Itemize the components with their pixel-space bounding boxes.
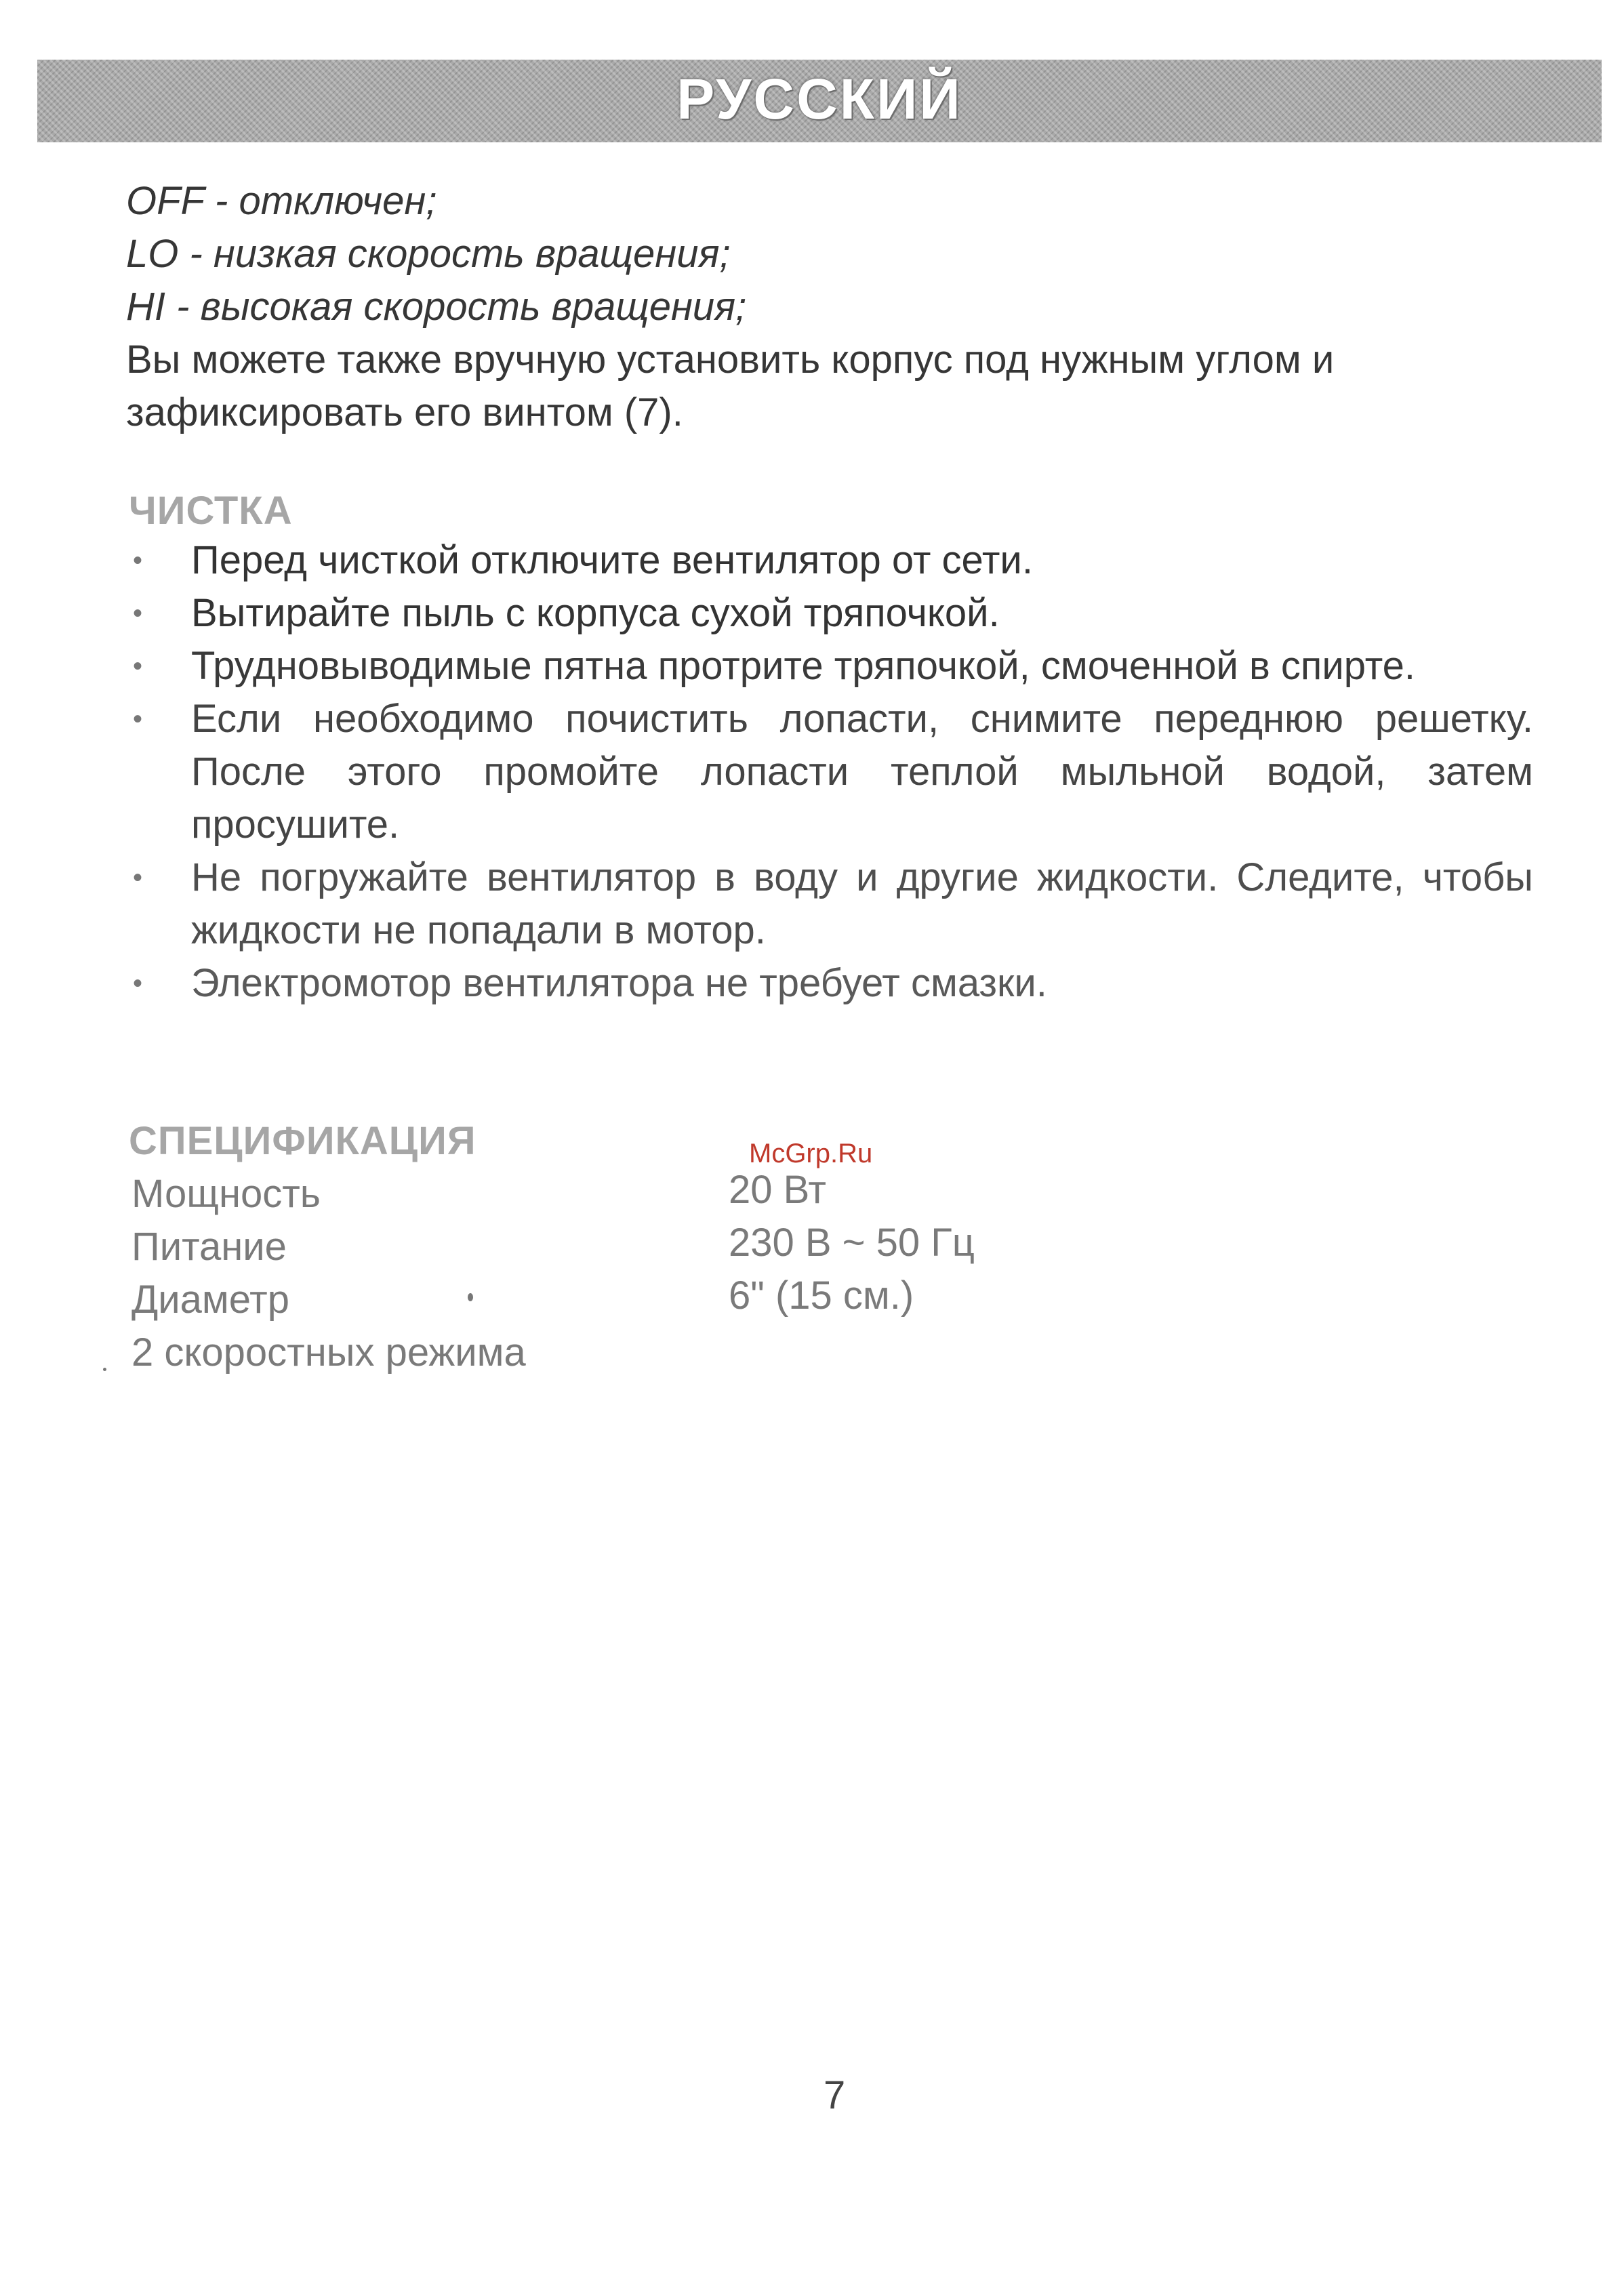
adjust-line-1: Вы можете также вручную установить корпус под нужным углом и [126,338,1335,382]
cleaning-item-text: Электромотор вентилятора не требует смазки. [191,961,1047,1005]
mode-hi: HI - высокая скорость вращения; [126,285,747,329]
spec-label-supply: Питание [131,1225,287,1269]
bullet-icon: • [133,704,143,734]
page-number: 7 [824,2073,846,2117]
list-item [126,851,1533,957]
bullet-icon: • [133,546,143,575]
spec-value-diameter: 6" (15 см.) [729,1274,914,1318]
list-item [126,534,1533,587]
cleaning-item-text: Перед чисткой отключите вентилятор от сети. [191,538,1033,582]
bullet-icon: • [133,651,143,681]
spec-label-power: Мощность [131,1172,321,1216]
spec-label-diameter: Диаметр [131,1278,289,1322]
list-item [126,693,1533,851]
list-item [126,587,1533,640]
speed-modes [126,175,1522,439]
scan-speck [468,1293,473,1301]
list-item [126,640,1533,693]
spec-speed-modes: 2 скоростных режима [131,1330,526,1374]
bullet-icon: • [133,969,143,998]
adjust-line-2: зафиксировать его винтом (7). [126,390,683,434]
watermark-text: McGrp.Ru [749,1139,873,1168]
language-title: РУССКИЙ [676,67,962,131]
cleaning-list [126,534,1533,1010]
list-item [126,957,1533,1010]
spec-heading: СПЕЦИФИКАЦИЯ [129,1119,476,1163]
scan-speck [103,1368,106,1371]
spec-value-supply: 230 В ~ 50 Гц [729,1221,975,1265]
cleaning-item-text: Не погружайте вентилятор в воду и другие жидкости. Следите, чтобы жидкости не попадали в мотор. [191,855,1533,952]
bullet-icon: • [133,863,143,893]
bullet-icon: • [133,598,143,628]
mode-off: OFF - отключен; [126,179,437,223]
spec-value-power: 20 Вт [729,1168,826,1212]
cleaning-item-text: Вытирайте пыль с корпуса сухой тряпочкой. [191,591,1000,635]
cleaning-item-text: Трудновыводимые пятна протрите тряпочкой, смоченной в спирте. [191,644,1415,688]
header-banner [37,60,1602,142]
cleaning-heading: ЧИСТКА [129,489,293,533]
cleaning-item-text: Если необходимо почистить лопасти, снимите переднюю решетку. После этого промойте лопасти теплой мыльной водой, затем просушите. [191,697,1533,847]
mode-lo: LO - низкая скорость вращения; [126,232,731,276]
